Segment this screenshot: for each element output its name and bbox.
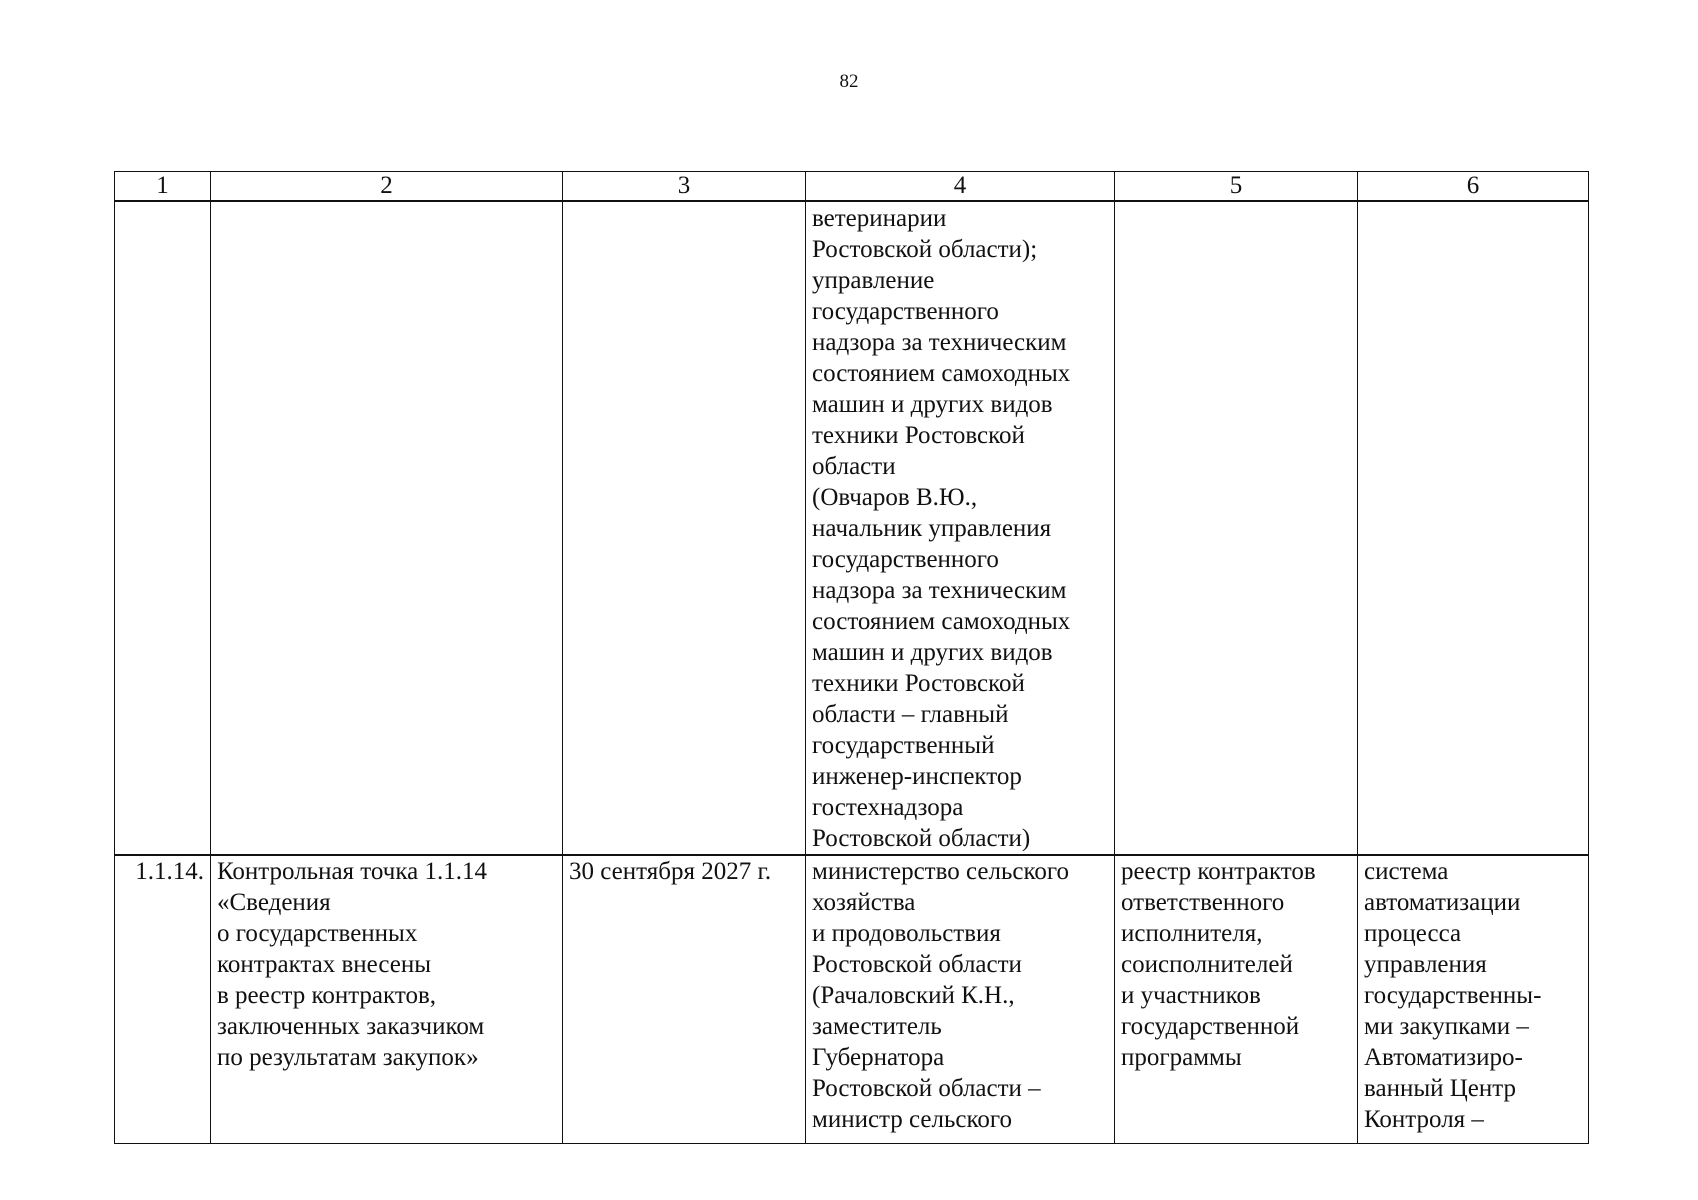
text-line: техники Ростовской — [812, 422, 1025, 449]
table-row-1-1-14 — [115, 855, 1589, 1144]
header-cell-1: 1 — [115, 172, 211, 202]
continued-cell-5 — [1115, 201, 1358, 855]
text-line: области — [812, 453, 896, 480]
text-line: министерство сельского — [812, 858, 1069, 885]
continued-cell-6 — [1358, 201, 1589, 855]
text-line: государственный — [812, 732, 995, 759]
text-line: Контрольная точка 1.1.14 — [217, 858, 487, 885]
document-type-cell — [1115, 855, 1358, 1144]
text-line: надзора за техническим — [812, 577, 1067, 604]
text-line: по результатам закупок» — [217, 1044, 479, 1071]
text-line: заключенных заказчиком — [217, 1013, 485, 1040]
text-line: о государственных — [217, 920, 418, 947]
text-line: процесса — [1364, 920, 1462, 947]
text-line: Губернатора — [812, 1044, 945, 1071]
text-line: области – главный — [812, 701, 1009, 728]
header-cell-5: 5 — [1115, 172, 1358, 202]
text-line: гостехнадзора — [812, 794, 964, 821]
text-line: программы — [1121, 1044, 1242, 1071]
text-line: в реестр контрактов, — [217, 982, 436, 1009]
text-line: начальник управления — [812, 515, 1052, 542]
text-line: контрактах внесены — [217, 951, 432, 978]
text-line: исполнителя, — [1121, 920, 1263, 947]
text-line: Контроля – — [1364, 1106, 1484, 1133]
header-cell-2: 2 — [211, 172, 563, 202]
continued-cell-3 — [563, 201, 806, 855]
text-line: «Сведения — [217, 889, 331, 916]
text-line: Ростовской области — [812, 951, 1022, 978]
header-cell-3: 3 — [563, 172, 806, 202]
text-line: государственны- — [1364, 982, 1542, 1009]
text-line: министр сельского — [812, 1106, 1013, 1133]
text-line: машин и других видов — [812, 639, 1053, 666]
text-line: инженер-инспектор — [812, 763, 1022, 790]
text-line: Ростовской области); — [812, 236, 1038, 263]
text-line: ветеринарии — [812, 205, 947, 232]
table-header-row — [115, 172, 1589, 202]
plan-table — [114, 171, 1589, 1144]
text-line: система — [1364, 858, 1449, 885]
text-line: заместитель — [812, 1013, 942, 1040]
text-line: хозяйства — [812, 889, 916, 916]
text-line: государственного — [812, 546, 999, 573]
header-cell-4: 4 — [806, 172, 1115, 202]
text-line: ми закупками – — [1364, 1013, 1529, 1040]
table-row-continued — [115, 201, 1589, 855]
text-line: (Овчаров В.Ю., — [812, 484, 978, 511]
info-system-cell — [1358, 855, 1589, 1144]
text-line: ответственного — [1121, 889, 1285, 916]
continued-responsible-cell — [806, 201, 1115, 855]
page-number: 82 — [839, 71, 859, 92]
deadline-cell: 30 сентября 2027 г. — [563, 855, 806, 1144]
text-line: и продовольствия — [812, 920, 1001, 947]
text-line: ванный Центр — [1364, 1075, 1517, 1102]
text-line: машин и других видов — [812, 391, 1053, 418]
text-line: государственной — [1121, 1013, 1300, 1040]
text-line: автоматизации — [1364, 889, 1521, 916]
text-line: соисполнителей — [1121, 951, 1293, 978]
responsible-cell — [806, 855, 1115, 1144]
continued-cell-1 — [115, 201, 211, 855]
text-line: и участников — [1121, 982, 1261, 1009]
text-line: Автоматизиро- — [1364, 1044, 1523, 1071]
text-line: государственного — [812, 298, 999, 325]
checkpoint-description-cell — [211, 855, 563, 1144]
text-line: техники Ростовской — [812, 670, 1025, 697]
header-cell-6: 6 — [1358, 172, 1589, 202]
text-line: управление — [812, 267, 935, 294]
row-number-cell: 1.1.14. — [115, 855, 211, 1144]
text-line: Ростовской области) — [812, 825, 1031, 852]
text-line: управления — [1364, 951, 1487, 978]
text-line: (Рачаловский К.Н., — [812, 982, 1015, 1009]
continued-cell-2 — [211, 201, 563, 855]
text-line: состоянием самоходных — [812, 608, 1071, 635]
text-line: реестр контрактов — [1121, 858, 1316, 885]
text-line: надзора за техническим — [812, 329, 1067, 356]
text-line: состоянием самоходных — [812, 360, 1071, 387]
text-line: Ростовской области – — [812, 1075, 1041, 1102]
